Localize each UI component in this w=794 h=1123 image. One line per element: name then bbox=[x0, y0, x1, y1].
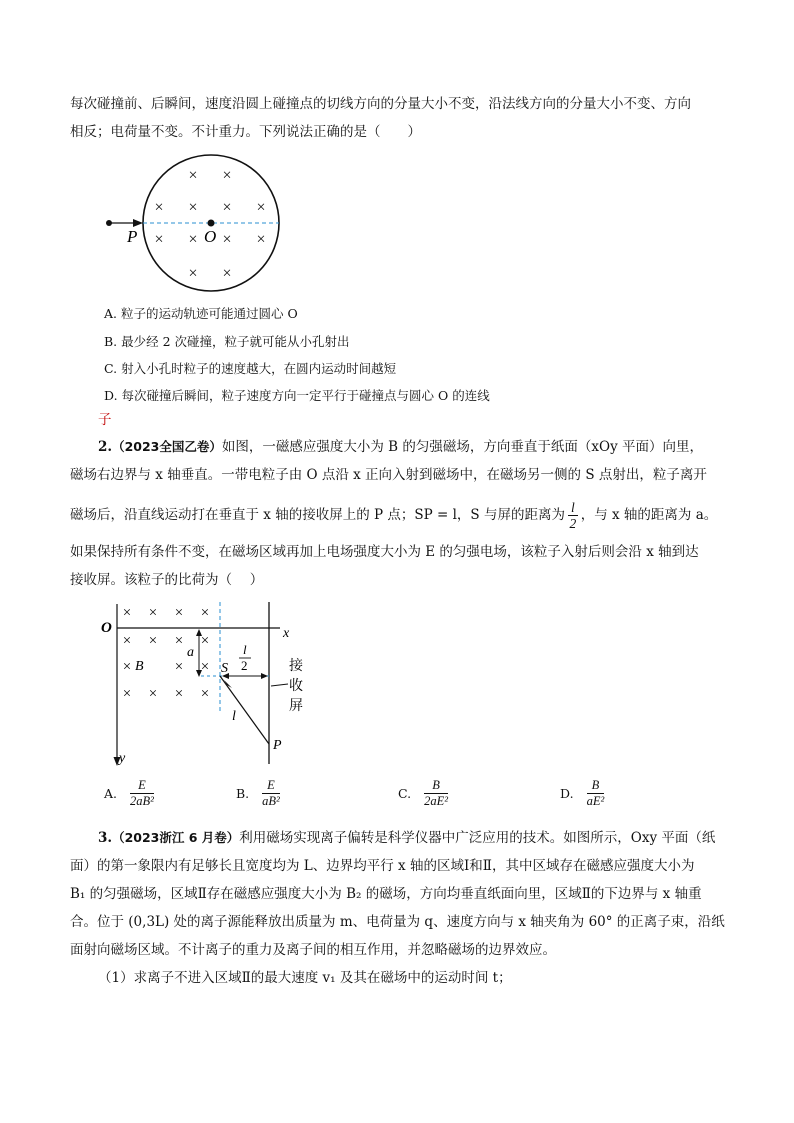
field-cross-mark: × bbox=[222, 167, 232, 184]
q2-half-den: 2 bbox=[569, 516, 577, 531]
field-cross-mark: × bbox=[222, 231, 232, 248]
field-cross-mark: × bbox=[256, 231, 266, 248]
field-cross-mark: × bbox=[188, 167, 198, 184]
field-cross-mark: × bbox=[148, 686, 158, 702]
field-cross-mark: × bbox=[148, 605, 158, 621]
answer-b-label: B. bbox=[236, 786, 250, 801]
q3-text-line3: B₁ 的匀强磁场，区域Ⅱ存在磁感应强度大小为 B₂ 的磁场，方向均垂直纸面向里，区域Ⅱ的下边界与 x 轴重 bbox=[70, 886, 702, 902]
q1-circle-figure bbox=[100, 150, 300, 300]
stray-red-character: 子 bbox=[98, 412, 112, 428]
field-cross-mark: × bbox=[122, 659, 132, 675]
label-l: l bbox=[232, 709, 236, 724]
field-cross-mark: × bbox=[148, 633, 158, 649]
answer-a-label: A. bbox=[104, 786, 118, 801]
answer-c-fraction bbox=[424, 778, 448, 809]
q2-half-num: l bbox=[568, 500, 578, 516]
answer-d-den: aE² bbox=[586, 794, 605, 808]
entry-arrow-head bbox=[133, 219, 143, 227]
label-screen-1: 接 bbox=[289, 659, 303, 674]
q2-number: 2. bbox=[98, 439, 113, 455]
q2-answer-a bbox=[104, 778, 157, 809]
screen-label-pointer bbox=[271, 684, 288, 686]
field-cross-mark: × bbox=[256, 199, 266, 216]
q1-text-line1: 每次碰撞前、后瞬间，速度沿圆上碰撞点的切线方向的分量大小不变，沿法线方向的分量大小不变、方向 bbox=[70, 96, 691, 112]
field-cross-mark: × bbox=[122, 633, 132, 649]
label-s: S bbox=[221, 661, 228, 676]
q1-option-d: D. 每次碰撞后瞬间，粒子速度方向一定平行于碰撞点与圆心 O 的连线 bbox=[104, 388, 490, 403]
answer-a-fraction bbox=[130, 778, 154, 809]
q1-option-c: C. 射入小孔时粒子的速度越大，在圆内运动时间越短 bbox=[104, 361, 397, 376]
field-cross-mark: × bbox=[122, 686, 132, 702]
answer-b-den: aB² bbox=[262, 794, 280, 808]
label-screen-3: 屏 bbox=[289, 699, 303, 714]
label-o: O bbox=[204, 227, 217, 246]
field-cross-mark: × bbox=[154, 199, 164, 216]
q2-line3-a: 磁场后，沿直线运动打在垂直于 x 轴的接收屏上的 P 点；SP = l，S 与屏的距离为 bbox=[70, 507, 565, 523]
answer-c-label: C. bbox=[398, 786, 412, 801]
q3-subquestion-1: （1）求离子不进入区域Ⅱ的最大速度 v₁ 及其在磁场中的运动时间 t； bbox=[98, 970, 512, 986]
q2-field-figure bbox=[95, 600, 325, 780]
field-cross-mark: × bbox=[174, 633, 184, 649]
q2-answer-d bbox=[560, 778, 607, 809]
q2-line1: 如图，一磁感应强度大小为 B 的匀强磁场，方向垂直于纸面（xOy 平面）向里， bbox=[221, 439, 703, 455]
label-p: P bbox=[127, 227, 138, 246]
q2-answer-b bbox=[236, 778, 283, 809]
q3-line1: 利用磁场实现离子偏转是科学仪器中广泛应用的技术。如图所示，Oxy 平面（纸 bbox=[239, 830, 716, 846]
answer-d-label: D. bbox=[560, 786, 574, 801]
answer-a-den: 2aB² bbox=[130, 794, 154, 808]
q2-text-line2: 磁场右边界与 x 轴垂直。一带电粒子由 O 点沿 x 正向入射到磁场中，在磁场另一侧的 S 点射出，粒子离开 bbox=[70, 467, 707, 483]
field-cross-mark: × bbox=[222, 199, 232, 216]
label-half-den: 2 bbox=[241, 658, 248, 673]
q2-text-line5: 接收屏。该粒子的比荷为（ ） bbox=[70, 572, 264, 588]
answer-a-num: E bbox=[130, 778, 154, 794]
label-half-num: l bbox=[243, 642, 247, 657]
q2-text-line4: 如果保持所有条件不变，在磁场区域再加上电场强度大小为 E 的匀强电场，该粒子入射后则会沿 x 轴到达 bbox=[70, 544, 699, 560]
field-cross-mark: × bbox=[200, 686, 210, 702]
field-cross-mark: × bbox=[122, 605, 132, 621]
q1-text-line2: 相反；电荷量不变。不计重力。下列说法正确的是（ ） bbox=[70, 124, 421, 140]
q3-source: （2023浙江 6 月卷） bbox=[112, 830, 240, 845]
label-b: B bbox=[135, 659, 144, 674]
particle-trajectory bbox=[220, 676, 269, 744]
answer-c-den: 2aE² bbox=[424, 794, 448, 808]
field-cross-mark: × bbox=[188, 265, 198, 282]
q3-text-line1 bbox=[98, 828, 715, 848]
field-cross-mark: × bbox=[200, 605, 210, 621]
label-screen-2: 收 bbox=[289, 679, 303, 694]
field-cross-mark: × bbox=[200, 659, 210, 675]
label-y: y bbox=[119, 751, 126, 766]
field-cross-mark: × bbox=[222, 265, 232, 282]
field-cross-mark: × bbox=[174, 605, 184, 621]
q3-text-line5: 面射向磁场区域。不计离子的重力及离子间的相互作用，并忽略磁场的边界效应。 bbox=[70, 942, 556, 958]
q3-number: 3. bbox=[98, 830, 113, 846]
answer-d-fraction bbox=[587, 778, 605, 809]
q2-answer-c bbox=[398, 778, 451, 809]
q2-line3-b: ，与 x 轴的距离为 a。 bbox=[580, 507, 718, 523]
q2-text-line1 bbox=[98, 437, 703, 457]
field-cross-mark: × bbox=[188, 231, 198, 248]
field-cross-mark: × bbox=[200, 633, 210, 649]
q2-half-l-fraction bbox=[568, 500, 578, 531]
q2-text-line3 bbox=[70, 500, 717, 531]
center-dot bbox=[208, 220, 215, 227]
answer-d-num: B bbox=[587, 778, 605, 794]
answer-b-num: E bbox=[262, 778, 280, 794]
answer-b-fraction bbox=[262, 778, 280, 809]
label-a: a bbox=[187, 645, 194, 660]
label-x: x bbox=[283, 626, 290, 641]
q1-option-a: A. 粒子的运动轨迹可能通过圆心 O bbox=[104, 306, 298, 321]
label-p: P bbox=[273, 738, 282, 753]
q2-source: （2023全国乙卷） bbox=[112, 439, 222, 454]
half-l-arrow-right bbox=[261, 673, 268, 679]
field-cross-mark: × bbox=[154, 231, 164, 248]
q3-text-line2: 面）的第一象限内有足够长且宽度均为 L、边界均平行 x 轴的区域Ⅰ和Ⅱ，其中区域存在磁感应强度大小为 bbox=[70, 858, 695, 874]
answer-c-num: B bbox=[424, 778, 448, 794]
field-cross-mark: × bbox=[188, 199, 198, 216]
field-cross-mark: × bbox=[174, 686, 184, 702]
q1-option-b: B. 最少经 2 次碰撞，粒子就可能从小孔射出 bbox=[104, 334, 350, 349]
label-o: O bbox=[101, 620, 112, 636]
field-cross-mark: × bbox=[174, 659, 184, 675]
q3-text-line4: 合。位于 (0,3L) 处的离子源能释放出质量为 m、电荷量为 q、速度方向与 x 轴夹角为 60° 的正离子束，沿纸 bbox=[70, 914, 725, 930]
